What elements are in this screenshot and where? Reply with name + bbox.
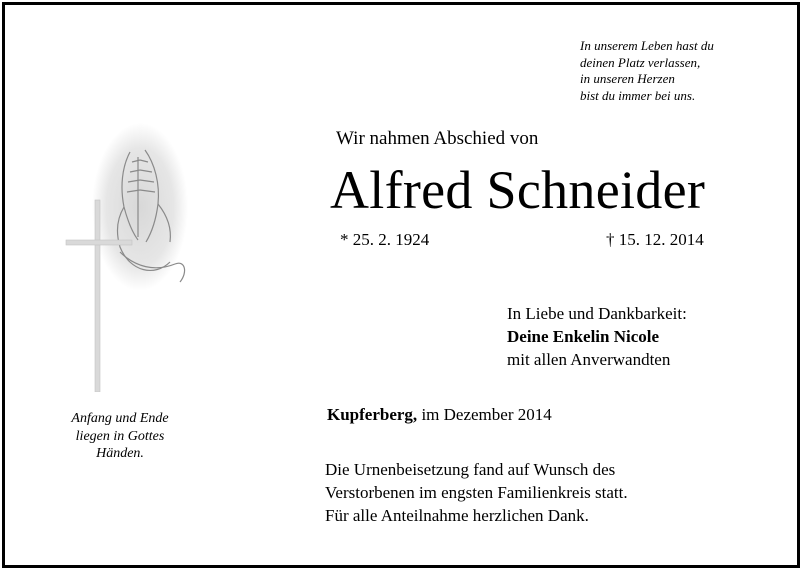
mourners-block	[507, 302, 687, 371]
notice-line: Die Urnenbeisetzung fand auf Wunsch des	[325, 460, 616, 479]
thanks-line: In Liebe und Dankbarkeit:	[507, 304, 687, 323]
verse-line: deinen Platz verlassen,	[580, 54, 701, 70]
deceased-name: Alfred Schneider	[330, 160, 706, 220]
verse-line: Anfang und Ende	[71, 411, 169, 426]
top-verse	[580, 38, 714, 104]
town: Kupferberg,	[327, 405, 418, 424]
verse-line: In unserem Leben hast du	[580, 38, 714, 53]
verse-line: bist du immer bei uns.	[580, 87, 696, 103]
praying-hands-cross-icon	[60, 122, 200, 392]
birth-date: * 25. 2. 1924	[340, 230, 430, 249]
mourner-name: Deine Enkelin Nicole	[507, 327, 660, 346]
death-date: † 15. 12. 2014	[606, 230, 704, 249]
left-verse	[40, 410, 200, 463]
intro-line: Wir nahmen Abschied von	[336, 128, 539, 149]
funeral-notice	[325, 458, 628, 527]
relatives-line: mit allen Anverwandten	[507, 350, 671, 369]
place-date-line	[327, 405, 552, 425]
date: im Dezember 2014	[421, 405, 552, 424]
verse-line: liegen in Gottes	[75, 428, 165, 444]
notice-line: Verstorbenen im engsten Familienkreis statt.	[325, 483, 628, 502]
verse-line: Händen.	[96, 446, 144, 461]
notice-line: Für alle Anteilnahme herzlichen Dank.	[325, 506, 589, 525]
verse-line: in unseren Herzen	[580, 71, 675, 86]
